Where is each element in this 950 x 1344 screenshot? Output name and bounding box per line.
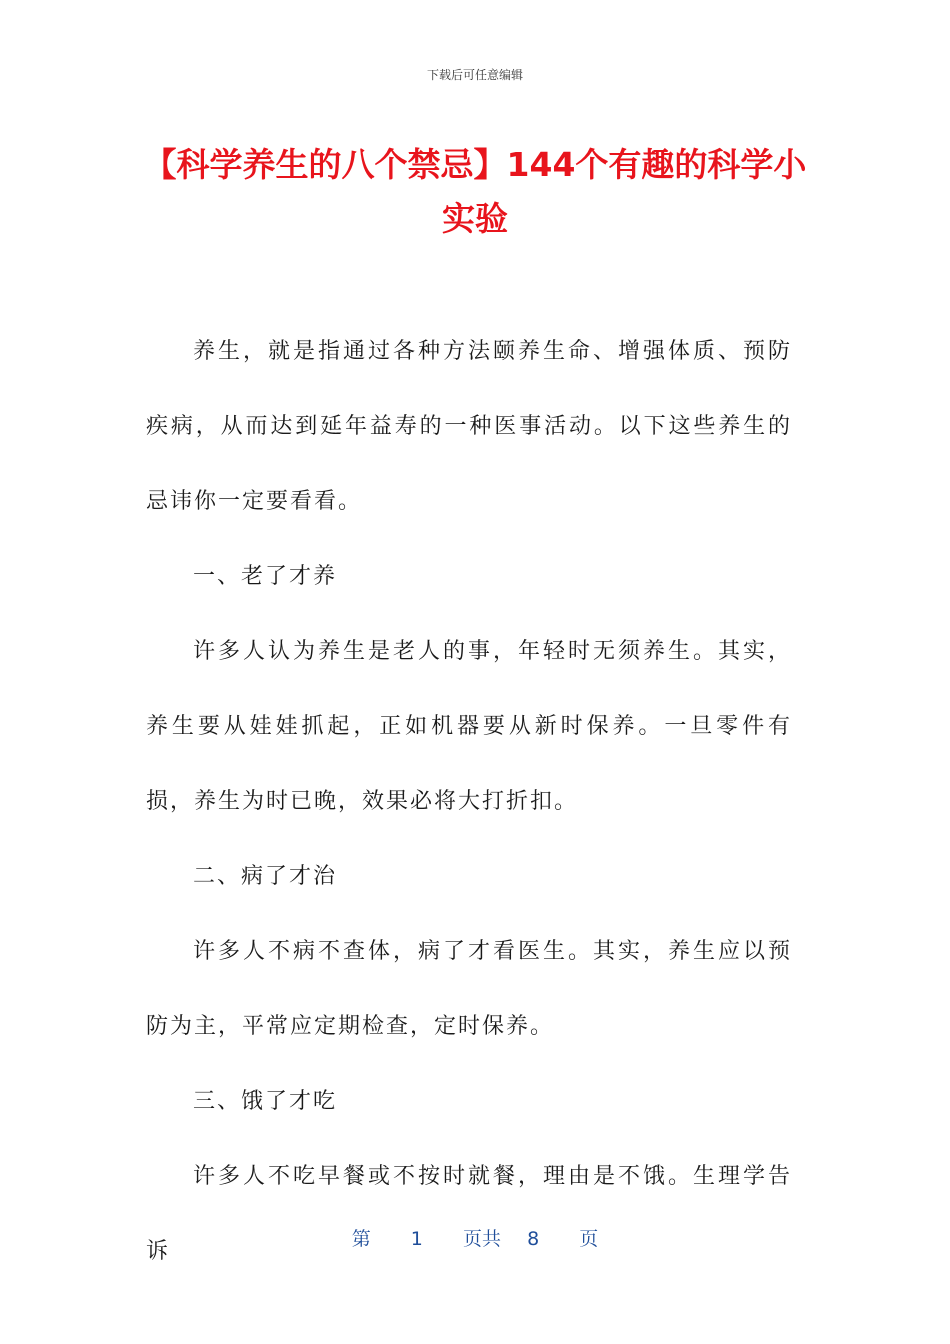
page-middle-text: 页共	[462, 1228, 501, 1250]
section-paragraph-1: 许多人认为养生是老人的事，年轻时无须养生。其实，养生要从娃娃抓起，正如机器要从新时保养。一旦零件有损，养生为时已晚，效果必将大打折扣。	[146, 639, 792, 814]
document-title: 【科学养生的八个禁忌】144个有趣的科学小实验	[143, 145, 807, 238]
section-heading-1: 一、老了才养	[193, 564, 338, 589]
page-prefix: 第	[351, 1228, 371, 1250]
document-body	[146, 314, 792, 1289]
section-heading-2: 二、病了才治	[193, 864, 338, 889]
section-heading-3: 三、饿了才吃	[193, 1089, 338, 1114]
page-suffix: 页	[579, 1228, 599, 1250]
intro-paragraph: 养生，就是指通过各种方法颐养生命、增强体质、预防疾病，从而达到延年益寿的一种医事活动。以下这些养生的忌讳你一定要看看。	[146, 339, 792, 514]
section-paragraph-2: 许多人不病不查体，病了才看医生。其实，养生应以预防为主，平常应定期检查，定时保养。	[146, 939, 792, 1039]
section-paragraph-3: 许多人不吃早餐或不按时就餐，理由是不饿。生理学告诉	[146, 1164, 792, 1264]
total-pages-number: 8	[527, 1228, 540, 1250]
current-page-number: 1	[410, 1228, 423, 1250]
header-note: 下载后可任意编辑	[426, 68, 523, 82]
page-number-footer	[0, 1224, 950, 1251]
